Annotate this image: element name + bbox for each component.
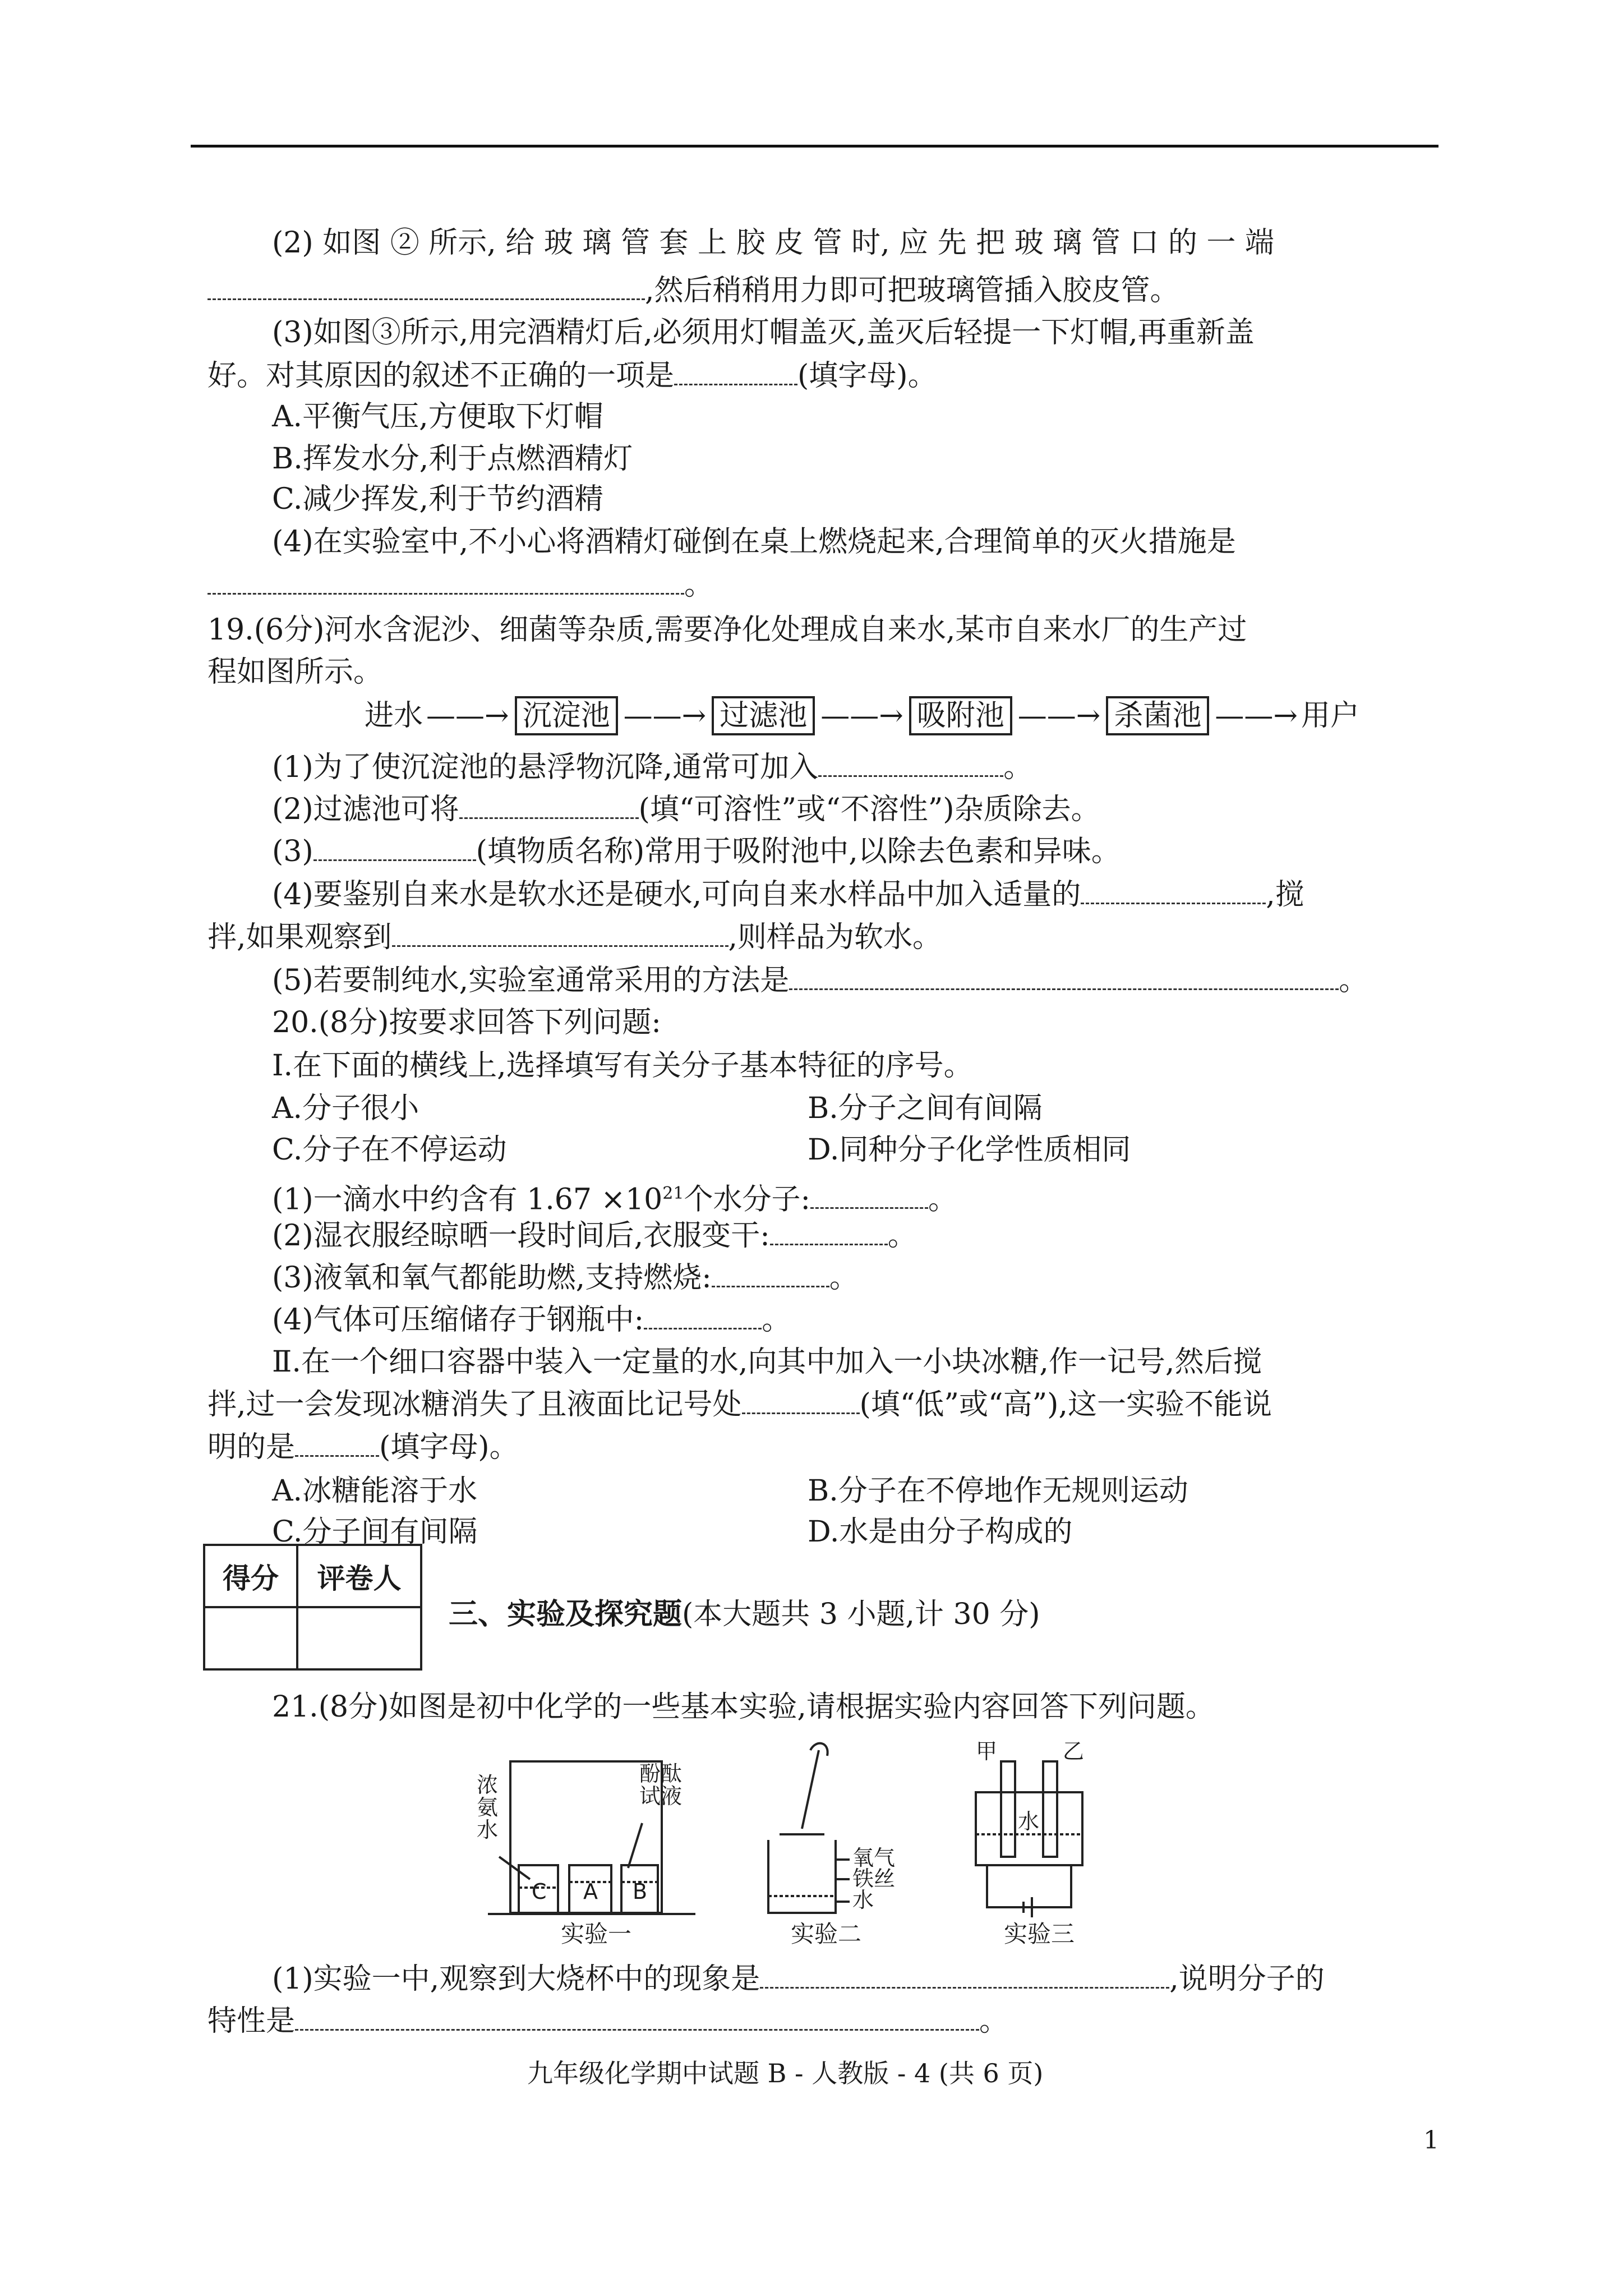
q19-3: (3) (填物质名称)常用于吸附池中,以除去色素和异味。 xyxy=(272,830,1121,873)
answer-blank[interactable] xyxy=(674,357,797,385)
tube-yi-icon xyxy=(1043,1761,1057,1857)
circuit-wire-icon xyxy=(987,1865,1071,1907)
answer-blank[interactable] xyxy=(789,961,1339,990)
answer-blank[interactable] xyxy=(712,1259,829,1287)
flow-arrow: ——→ xyxy=(820,699,903,733)
answer-blank[interactable] xyxy=(295,1428,379,1457)
q20-stem: 20.(8分)按要求回答下列问题: xyxy=(272,1006,661,1039)
q19-2: (2)过滤池可将 (填“可溶性”或“不溶性”)杂质除去。 xyxy=(272,788,1100,831)
answer-blank[interactable] xyxy=(770,1217,888,1245)
flow-arrow: ——→ xyxy=(1017,699,1101,733)
q19-5: (5)若要制纯水,实验室通常采用的方法是 。 xyxy=(272,959,1368,1002)
q19-4-line2: 拌,如果观察到 ,则样品为软水。 xyxy=(208,916,942,959)
answer-blank[interactable] xyxy=(810,1180,928,1209)
header-rule xyxy=(191,145,1438,148)
q20-part2-line3: 明的是 (填字母)。 xyxy=(208,1426,519,1469)
q20-part2-line1: Ⅱ.在一个细口容器中装入一定量的水,向其中加入一小块冰糖,作一记号,然后搅 xyxy=(272,1345,1262,1379)
answer-blank[interactable] xyxy=(208,272,645,300)
answer-blank[interactable] xyxy=(459,790,639,819)
page-number: 1 xyxy=(1423,2126,1439,2155)
process-flow xyxy=(365,694,1359,737)
q18-2-line2: ,然后稍稍用力即可把玻璃管插入胶皮管。 xyxy=(208,269,1179,312)
e2-label-oxygen: 氧气 xyxy=(852,1846,896,1870)
q21-1-line2: 特性是 。 xyxy=(208,2000,1008,2042)
q20-part2-option-a: A.冰糖能溶于水 xyxy=(272,1474,478,1508)
q20-3: (3)液氧和氧气都能助燃,支持燃烧: 。 xyxy=(272,1257,859,1299)
flow-step-sedimentation: 沉淀池 xyxy=(515,696,618,735)
q18-4-line1: (4)在实验室中,不小心将酒精灯碰倒在桌上燃烧起来,合理简单的灭火措施是 xyxy=(272,525,1236,559)
q20-4: (4)气体可压缩储存于钢瓶中: 。 xyxy=(272,1299,791,1341)
caption-experiment-1: 实验一 xyxy=(561,1920,632,1948)
answer-blank[interactable] xyxy=(818,748,1003,777)
e3-label-yi: 乙 xyxy=(1063,1739,1085,1764)
q21-stem: 21.(8分)如图是初中化学的一些基本实验,请根据实验内容回答下列问题。 xyxy=(272,1690,1215,1724)
page-footer: 九年级化学期中试题 B - 人教版 - 4 (共 6 页) xyxy=(527,2058,1044,2088)
e1-label-3: 水 xyxy=(477,1818,499,1842)
q18-3-line1: (3)如图③所示,用完酒精灯后,必须用灯帽盖灭,盖灭后轻提一下灯帽,再重新盖 xyxy=(272,316,1255,349)
answer-blank[interactable] xyxy=(313,832,476,861)
q19-stem-line2: 程如图所示。 xyxy=(208,655,383,689)
tube-jia-icon xyxy=(1001,1761,1015,1857)
q20-2: (2)湿衣服经晾晒一段时间后,衣服变干: 。 xyxy=(272,1214,917,1257)
q20-option-b: B.分子之间有间隔 xyxy=(808,1092,1043,1125)
q19-stem-line1: 19.(6分)河水含泥沙、细菌等杂质,需要净化处理成自来水,某市自来水厂的生产过 xyxy=(208,613,1247,647)
iron-wire-icon xyxy=(802,1750,819,1829)
flow-start: 进水 xyxy=(365,699,423,733)
beaker-c-label: C xyxy=(532,1879,547,1904)
q20-part2-line2: 拌,过一会发现冰糖消失了且液面比记号处 (填“低”或“高”),这一实验不能说 xyxy=(208,1383,1272,1426)
flow-arrow: ——→ xyxy=(623,699,707,733)
q19-1: (1)为了使沉淀池的悬浮物沉降,通常可加入 。 xyxy=(272,746,1032,789)
beaker-b-label: B xyxy=(633,1879,648,1904)
q18-2-line1: (2) 如图 ② 所示, 给 玻 璃 管 套 上 胶 皮 管 时, 应 先 把 玻 璃 管 口 的 一 端 xyxy=(272,226,1274,260)
grader-cell[interactable] xyxy=(297,1607,421,1669)
answer-blank[interactable] xyxy=(208,566,684,595)
option-c: C.减少挥发,利于节约酒精 xyxy=(272,482,603,516)
q20-option-a: A.分子很小 xyxy=(272,1092,419,1125)
e1-label-1: 浓 xyxy=(477,1773,499,1797)
gas-bottle-icon xyxy=(768,1840,836,1913)
q20-part2-option-b: B.分子在不停地作无规则运动 xyxy=(808,1474,1188,1508)
e1-label-4: 酚酞 xyxy=(639,1761,683,1786)
q20-part2-option-c: C.分子间有间隔 xyxy=(272,1515,478,1549)
caption-experiment-3: 实验三 xyxy=(1004,1920,1075,1948)
e2-label-iron-wire: 铁丝 xyxy=(852,1866,896,1891)
q20-part2-option-d: D.水是由分子构成的 xyxy=(808,1515,1073,1549)
answer-blank[interactable] xyxy=(644,1301,762,1329)
answer-blank[interactable] xyxy=(1081,876,1266,904)
q18-3-line2: 好。对其原因的叙述不正确的一项是 (填字母)。 xyxy=(208,355,937,397)
q21-1-line1: (1)实验一中,观察到大烧杯中的现象是 ,说明分子的 xyxy=(272,1958,1325,2000)
beaker-a-label: A xyxy=(583,1879,598,1904)
answer-blank[interactable] xyxy=(760,1960,1169,1989)
q20-option-c: C.分子在不停运动 xyxy=(272,1133,507,1167)
grader-header: 评卷人 xyxy=(297,1545,421,1607)
score-table xyxy=(203,1544,422,1671)
q19-4-line1: (4)要鉴别自来水是软水还是硬水,可向自来水样品中加入适量的 ,搅 xyxy=(272,873,1304,916)
score-header: 得分 xyxy=(204,1545,297,1607)
e1-label-2: 氨 xyxy=(477,1795,499,1820)
e3-label-jia: 甲 xyxy=(976,1739,998,1764)
flow-step-filtration: 过滤池 xyxy=(712,696,815,735)
q18-4-line2: 。 xyxy=(208,564,713,606)
e2-label-water: 水 xyxy=(852,1888,874,1912)
e3-label-water: 水 xyxy=(1018,1809,1040,1834)
option-b: B.挥发水分,利于点燃酒精灯 xyxy=(272,442,633,476)
score-cell[interactable] xyxy=(204,1607,297,1669)
flow-arrow: ——→ xyxy=(1215,699,1298,733)
section-title: 三、实验及探究题(本大题共 3 小题,计 30 分) xyxy=(449,1598,1040,1631)
flow-step-sterilization: 杀菌池 xyxy=(1106,696,1209,735)
e1-label-5: 试液 xyxy=(639,1784,683,1809)
answer-blank[interactable] xyxy=(392,918,728,947)
answer-blank[interactable] xyxy=(295,2002,979,2031)
flow-step-adsorption: 吸附池 xyxy=(909,696,1012,735)
q20-part1-stem: Ⅰ.在下面的横线上,选择填写有关分子基本特征的序号。 xyxy=(272,1049,973,1083)
q20-option-d: D.同种分子化学性质相同 xyxy=(808,1133,1131,1167)
q20-1: (1)一滴水中约含有 $1.67 \times 10^{21}$个水分子: 。 xyxy=(272,1172,957,1221)
caption-experiment-2: 实验二 xyxy=(791,1920,862,1948)
flow-arrow: ——→ xyxy=(426,699,509,733)
option-a: A.平衡气压,方便取下灯帽 xyxy=(272,400,603,434)
answer-blank[interactable] xyxy=(742,1386,860,1414)
flow-end: 用户 xyxy=(1301,699,1359,733)
